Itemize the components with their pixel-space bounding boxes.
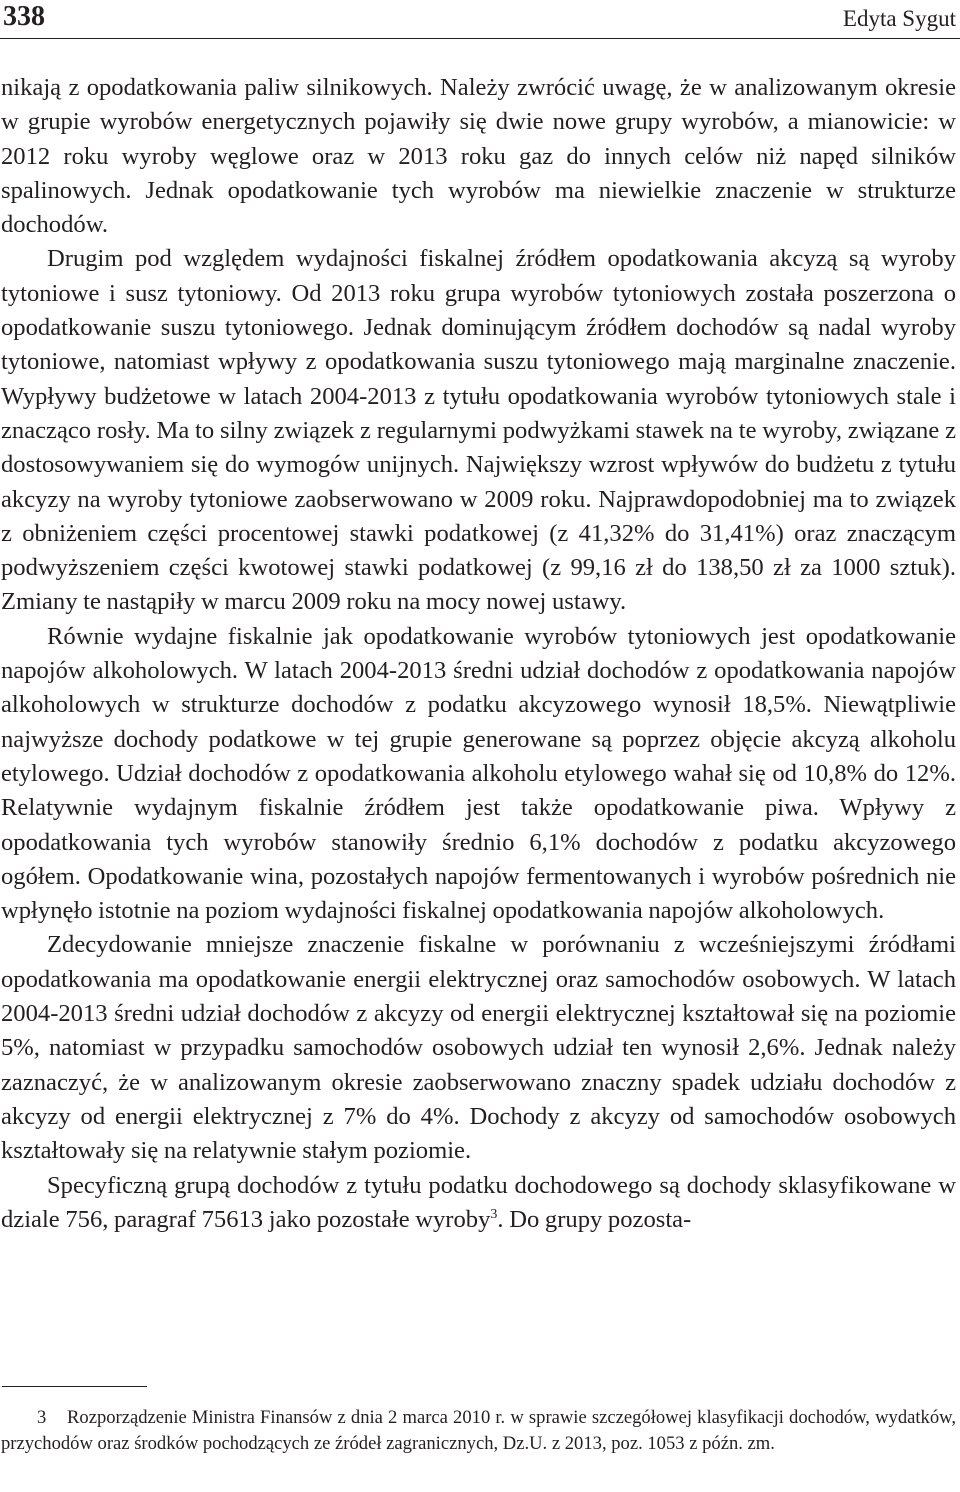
footnote-number: 3 bbox=[37, 1407, 47, 1428]
footnote-reference[interactable]: 3 bbox=[490, 1206, 498, 1222]
footnote-rule bbox=[2, 1386, 147, 1387]
paragraph-tobacco: Drugim pod względem wydajności fiskalnej źródłem opodatkowania akcyzą są wyroby tytoniowe i susz tytoniowy. Od 2013 roku grupa wyrobów tytoniowych została poszerzona o opodatkowanie suszu tytoniowego. Jednak dominującym źródłem dochodów są nadal wyroby tytoniowe, natomiast wpływy z opodatkowania suszu tytoniowego mają marginalne znaczenie. Wypływy budżetowe w latach 2004-2013 z tytułu opodatkowania wyrobów tytoniowych stale i znacząco rosły. Ma to silny związek z regularnymi podwyżkami stawek na te wyroby, związane z dostosowywaniem się do wymogów unijnych. Największy wzrost wpływów do budżetu z tytułu akcyzy na wyroby tytoniowe zaobserwowano w 2009 roku. Najprawdopodobniej ma to związek z obniżeniem części procentowej stawki podatkowej (z 41,32% do 31,41%) oraz znaczącym podwyższeniem części kwotowej stawki podatkowej (z 99,16 zł do 138,50 zł za 1000 sztuk). Zmiany te nastąpiły w marcu 2009 roku na mocy nowej ustawy. bbox=[1, 245, 956, 616]
running-header bbox=[0, 0, 960, 40]
header-rule bbox=[0, 38, 960, 39]
paragraph-electricity-cars: Zdecydowanie mniejsze znaczenie fiskalne w porównaniu z wcześniejszymi źródłami opodatkowania ma opodatkowanie energii elektrycznej oraz samochodów osobowych. W latach 2004-2013 średni udział dochodów z akcyzy od energii elektrycznej kształtował się na poziomie 5%, natomiast w przypadku samochodów osobowych udział ten wynosił 2,6%. Jednak należy zaznaczyć, że w analizowanym okresie zaobserwowano znaczny spadek udziału dochodów z akcyzy od energii elektrycznej z 7% do 4%. Dochody z akcyzy od samochodów osobowych kształtowały się na relatywnie stałym poziomie. bbox=[1, 931, 956, 1165]
paragraph-other-products bbox=[1, 1169, 956, 1238]
footnote-text: Rozporządzenie Ministra Finansów z dnia 2 marca 2010 r. w sprawie szczegółowej klasyfikacji dochodów, wydatków, przychodów oraz środków pochodzących ze źródeł zagranicznych, Dz.U. z 2013, poz. 1053 z późn. zm. bbox=[1, 1407, 956, 1454]
body-text bbox=[1, 71, 956, 1237]
paragraph-other-products-tail: . Do grupy pozosta- bbox=[497, 1205, 692, 1233]
page-number: 338 bbox=[3, 1, 45, 32]
paragraph-other-products-text: Specyficzną grupą dochodów z tytułu podatku dochodowego są dochody sklasyfikowane w dziale 756, paragraf 75613 jako pozostałe wyroby bbox=[1, 1171, 956, 1233]
paragraph-alcohol: Równie wydajne fiskalnie jak opodatkowanie wyrobów tytoniowych jest opodatkowanie napojów alkoholowych. W latach 2004-2013 średni udział dochodów z opodatkowania napojów alkoholowych w strukturze dochodów z podatku akcyzowego wynosił 18,5%. Niewątpliwie najwyższe dochody podatkowe w tej grupie generowane są poprzez objęcie akcyzą alkoholu etylowego. Udział dochodów z opodatkowania alkoholu etylowego wahał się od 10,8% do 12%. Relatywnie wydajnym fiskalnie źródłem jest także opodatkowanie piwa. Wpływy z opodatkowania tych wyrobów stanowiły średnio 6,1% dochodów z podatku akcyzowego ogółem. Opodatkowanie wina, pozostałych napojów fermentowanych i wyrobów pośrednich nie wpłynęło istotnie na poziom wydajności fiskalnej opodatkowania napojów alkoholowych. bbox=[1, 622, 956, 925]
paragraph-continuation: nikają z opodatkowania paliw silnikowych. Należy zwrócić uwagę, że w analizowanym okresie w grupie wyrobów energetycznych pojawiły się dwie nowe grupy wyrobów, a mianowicie: w 2012 roku wyroby węglowe oraz w 2013 roku gaz do innych celów niż napęd silników spalinowych. Jednak opodatkowanie tych wyrobów ma niewielkie znaczenie w strukturze dochodów. bbox=[1, 74, 956, 239]
footnote bbox=[1, 1405, 956, 1456]
running-header-author: Edyta Sygut bbox=[842, 6, 956, 31]
